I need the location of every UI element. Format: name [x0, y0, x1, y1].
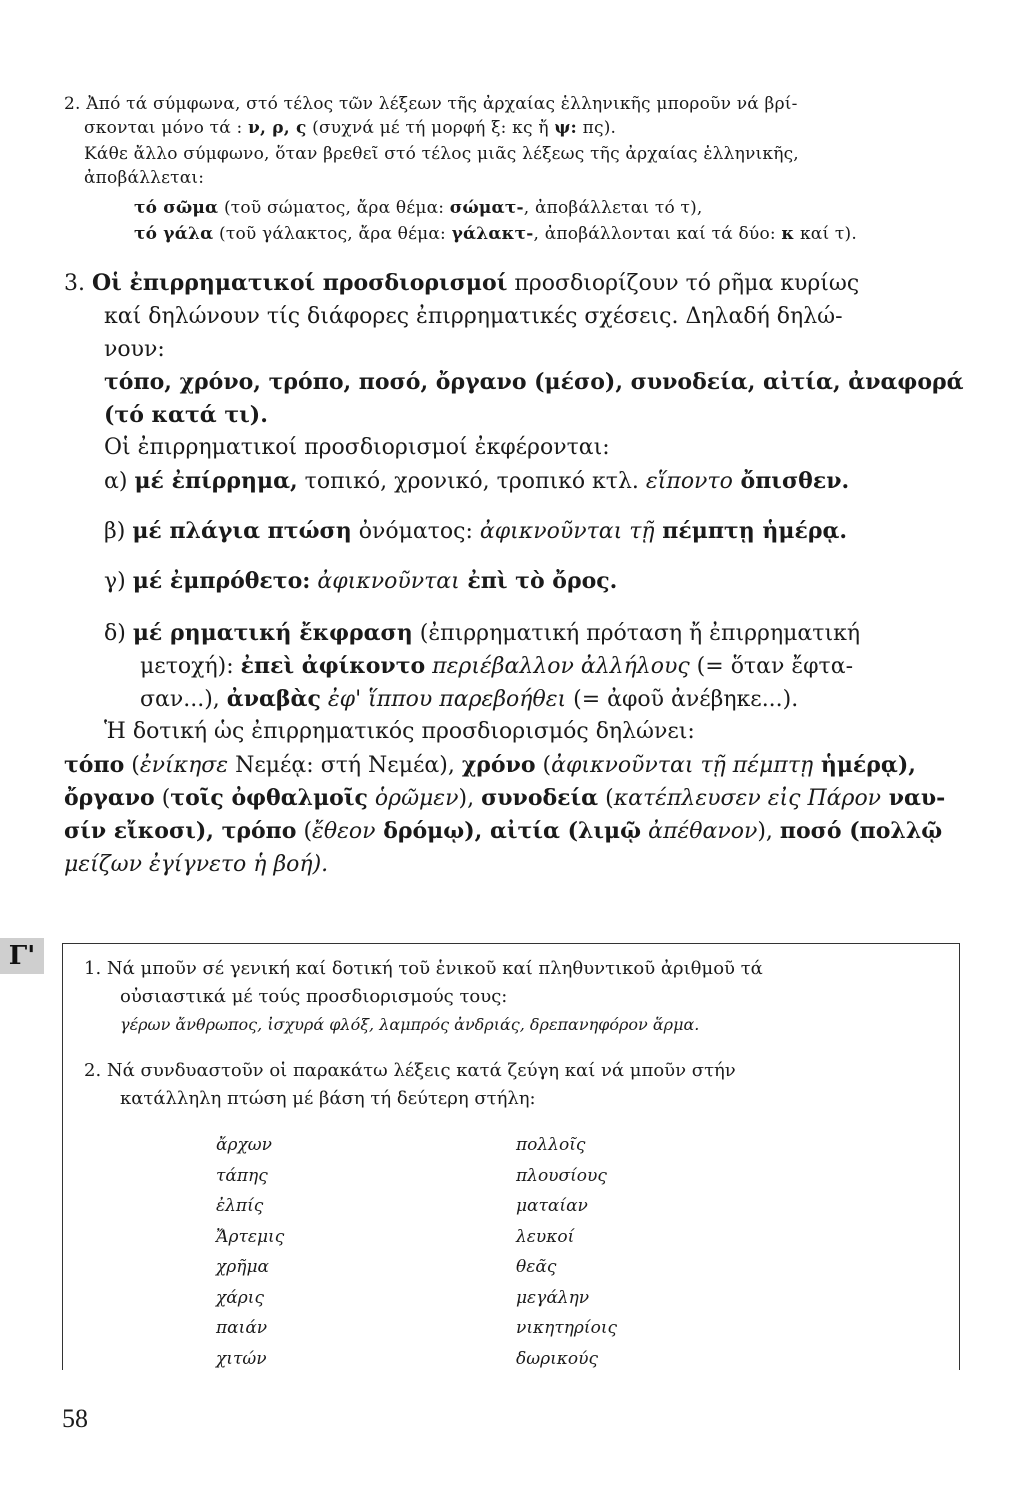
right-column-word: ματαίαν [516, 1196, 588, 1216]
right-column-word: πολλοῖς [516, 1135, 586, 1155]
section-3-line-4: τόπο, χρόνο, τρόπο, ποσό, ὄργανο (μέσο), συνοδεία, αἰτία, ἀναφορά [104, 369, 964, 395]
section-2-line-1: 2. Ἀπό τά σύμφωνα, στό τέλος τῶν λέξεων τῆς ἀρχαίας ἑλληνικῆς μποροῦν νά βρί- [64, 94, 798, 114]
left-column-word: χρῆμα [216, 1257, 270, 1277]
left-column-word: ἄρχων [216, 1135, 272, 1155]
left-column-word: τάπης [216, 1165, 268, 1186]
section-2-line-3: Κάθε ἄλλο σύμφωνο, ὅταν βρεθεῖ στό τέλος μιᾶς λέξεως τῆς ἀρχαίας ἑλληνικῆς, [84, 144, 799, 164]
dative-line-1: τόπο (ἐνίκησε Νεμέᾳ: στή Νεμέα), χρόνο (ἀφικνοῦνται τῇ πέμπτῃ ἡμέρᾳ), [64, 752, 916, 778]
section-3-line-5: (τό κατά τι). [104, 402, 268, 428]
left-column-word: παιάν [216, 1318, 268, 1338]
section-2-example-1: τό σῶμα (τοῦ σώματος, ἄρα θέμα: σώματ-, ἀποβάλλεται τό τ), [134, 198, 703, 218]
item-delta-line-2: μετοχή): ἐπεὶ ἀφίκοντο περιέβαλλον ἀλλήλους (= ὅταν ἔφτα- [140, 653, 854, 679]
item-delta-line-3: σαν...), ἀναβὰς ἐφ' ἵππου παρεβοήθει (= ἀφοῦ ἀνέβηκε...). [140, 686, 799, 712]
left-column-word: χιτών [216, 1348, 267, 1369]
left-column-word: Ἄρτεμις [216, 1226, 285, 1247]
dative-intro: Ἡ δοτική ὡς ἐπιρρηματικός προσδιορισμός δηλώνει: [104, 719, 695, 744]
page-number: 58 [62, 1404, 88, 1433]
item-delta-line-1: δ) μέ ρηματική ἔκφραση (ἐπιρρηματική πρόταση ἤ ἐπιρρηματική [104, 620, 861, 646]
dative-line-4: μείζων ἐγίγνετο ἡ βοή). [64, 852, 329, 877]
section-3-line-2: καί δηλώνουν τίς διάφορες ἐπιρρηματικές σχέσεις. Δηλαδή δηλώ- [104, 304, 843, 329]
item-alpha: α) μέ ἐπίρρημα, τοπικό, χρονικό, τροπικό κτλ. εἵποντο ὄπισθεν. [104, 468, 850, 494]
right-column-word: δωρικούς [516, 1348, 598, 1369]
dative-line-2: ὄργανο (τοῖς ὀφθαλμοῖς ὁρῶμεν), συνοδεία (κατέπλευσεν εἰς Πάρον ναυ- [64, 785, 946, 811]
section-3-line-1: 3. Οἱ ἐπιρρηματικοί προσδιορισμοί προσδιορίζουν τό ρῆμα κυρίως [64, 270, 860, 296]
section-2-line-4: ἀποβάλλεται: [84, 168, 205, 188]
right-column-word: θεᾶς [516, 1257, 557, 1277]
dative-line-3: σίν εἴκοσι), τρόπο (ἔθεον δρόμῳ), αἰτία (λιμῷ ἀπέθανον), ποσό (πολλῷ [64, 818, 943, 844]
exercise-1-line-2: οὐσιαστικά μέ τούς προσδιορισμούς τους: [120, 986, 508, 1007]
item-gamma: γ) μέ ἐμπρόθετο: ἀφικνοῦνται ἐπὶ τὸ ὄρος. [104, 568, 618, 594]
left-column-word: χάρις [216, 1287, 264, 1308]
exercises-tab-label: Γ' [0, 938, 44, 974]
right-column-word: λευκοί [516, 1226, 575, 1247]
right-column-word: πλουσίους [516, 1165, 607, 1186]
left-column-word: ἐλπίς [216, 1196, 264, 1216]
section-3-line-3: νουν: [104, 337, 165, 362]
section-3-line-6: Οἱ ἐπιρρηματικοί προσδιορισμοί ἐκφέρονται: [104, 435, 610, 460]
section-2-line-2: σκονται μόνο τά : ν, ρ, ς (συχνά μέ τή μορφή ξ: κς ἤ ψ: πς). [84, 118, 617, 138]
exercise-2-line-2: κατάλληλη πτώση μέ βάση τή δεύτερη στήλη: [120, 1088, 536, 1109]
exercise-1-line-3: γέρων ἄνθρωπος, ἰσχυρά φλόξ, λαμπρός ἀνδριάς, δρεπανηφόρον ἅρμα. [120, 1015, 700, 1034]
right-column-word: μεγάλην [516, 1287, 590, 1308]
section-2-example-2: τό γάλα (τοῦ γάλακτος, ἄρα θέμα: γάλακτ-, ἀποβάλλονται καί τά δύο: κ καί τ). [134, 224, 857, 244]
item-beta: β) μέ πλάγια πτώση ὀνόματος: ἀφικνοῦνται τῇ πέμπτῃ ἡμέρᾳ. [104, 518, 848, 544]
exercise-2-line-1: 2. Νά συνδυαστοῦν οἱ παρακάτω λέξεις κατά ζεύγη καί νά μποῦν στήν [84, 1060, 736, 1081]
exercise-1-line-1: 1. Νά μποῦν σέ γενική καί δοτική τοῦ ἑνικοῦ καί πληθυντικοῦ ἀριθμοῦ τά [84, 958, 763, 979]
right-column-word: νικητηρίοις [516, 1318, 618, 1338]
